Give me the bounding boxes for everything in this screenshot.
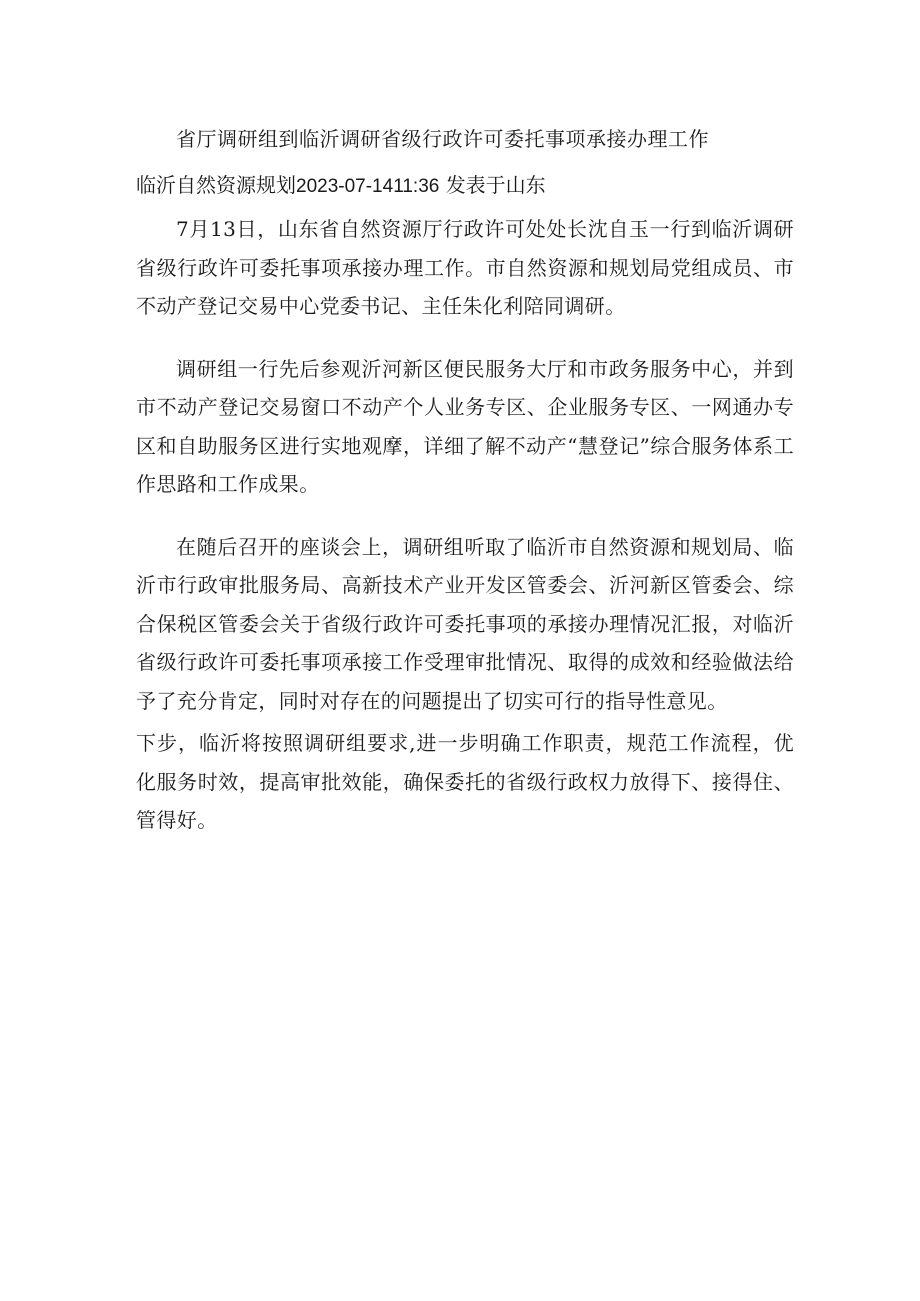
byline-datetime: 2023-07-1411:36 (296, 176, 440, 197)
paragraph-2: 调研组一行先后参观沂河新区便民服务大厅和市政务服务中心，并到市不动产登记交易窗口不动产个人业务专区、企业服务专区、一网通办专区和自助服务区进行实地观摩，详细了解不动产“慧登记”综合服务体系工作思路和工作成果。 (136, 356, 794, 496)
article-byline (136, 168, 796, 204)
article-title: 省厅调研组到临沂调研省级行政许可委托事项承接办理工作 (176, 127, 709, 151)
paragraph-3: 在随后召开的座谈会上，调研组听取了临沂市自然资源和规划局、临沂市行政审批服务局、高新技术产业开发区管委会、沂河新区管委会、综合保税区管委会关于省级行政许可委托事项的承接办理情况汇报，对临沂省级行政许可委托事项承接工作受理审批情况、取得的成效和经验做法给予了充分肯定，同时对存在的问题提出了切实可行的指导性意见。 (136, 534, 794, 713)
paragraph-1: 7月13日，山东省自然资源厅行政许可处处长沈自玉一行到临沂调研省级行政许可委托事项承接办理工作。市自然资源和规划局党组成员、市不动产登记交易中心党委书记、主任朱化利陪同调研。 (136, 217, 794, 318)
paragraph-4: 下步，临沂将按照调研组要求,进一步明确工作职责，规范工作流程，优化服务时效，提高审批效能，确保委托的省级行政权力放得下、接得住、管得好。 (136, 731, 794, 832)
byline-source: 临沂自然资源规划 (136, 173, 296, 197)
byline-published-in: 发表于山东 (445, 173, 546, 197)
article-body (136, 210, 794, 864)
